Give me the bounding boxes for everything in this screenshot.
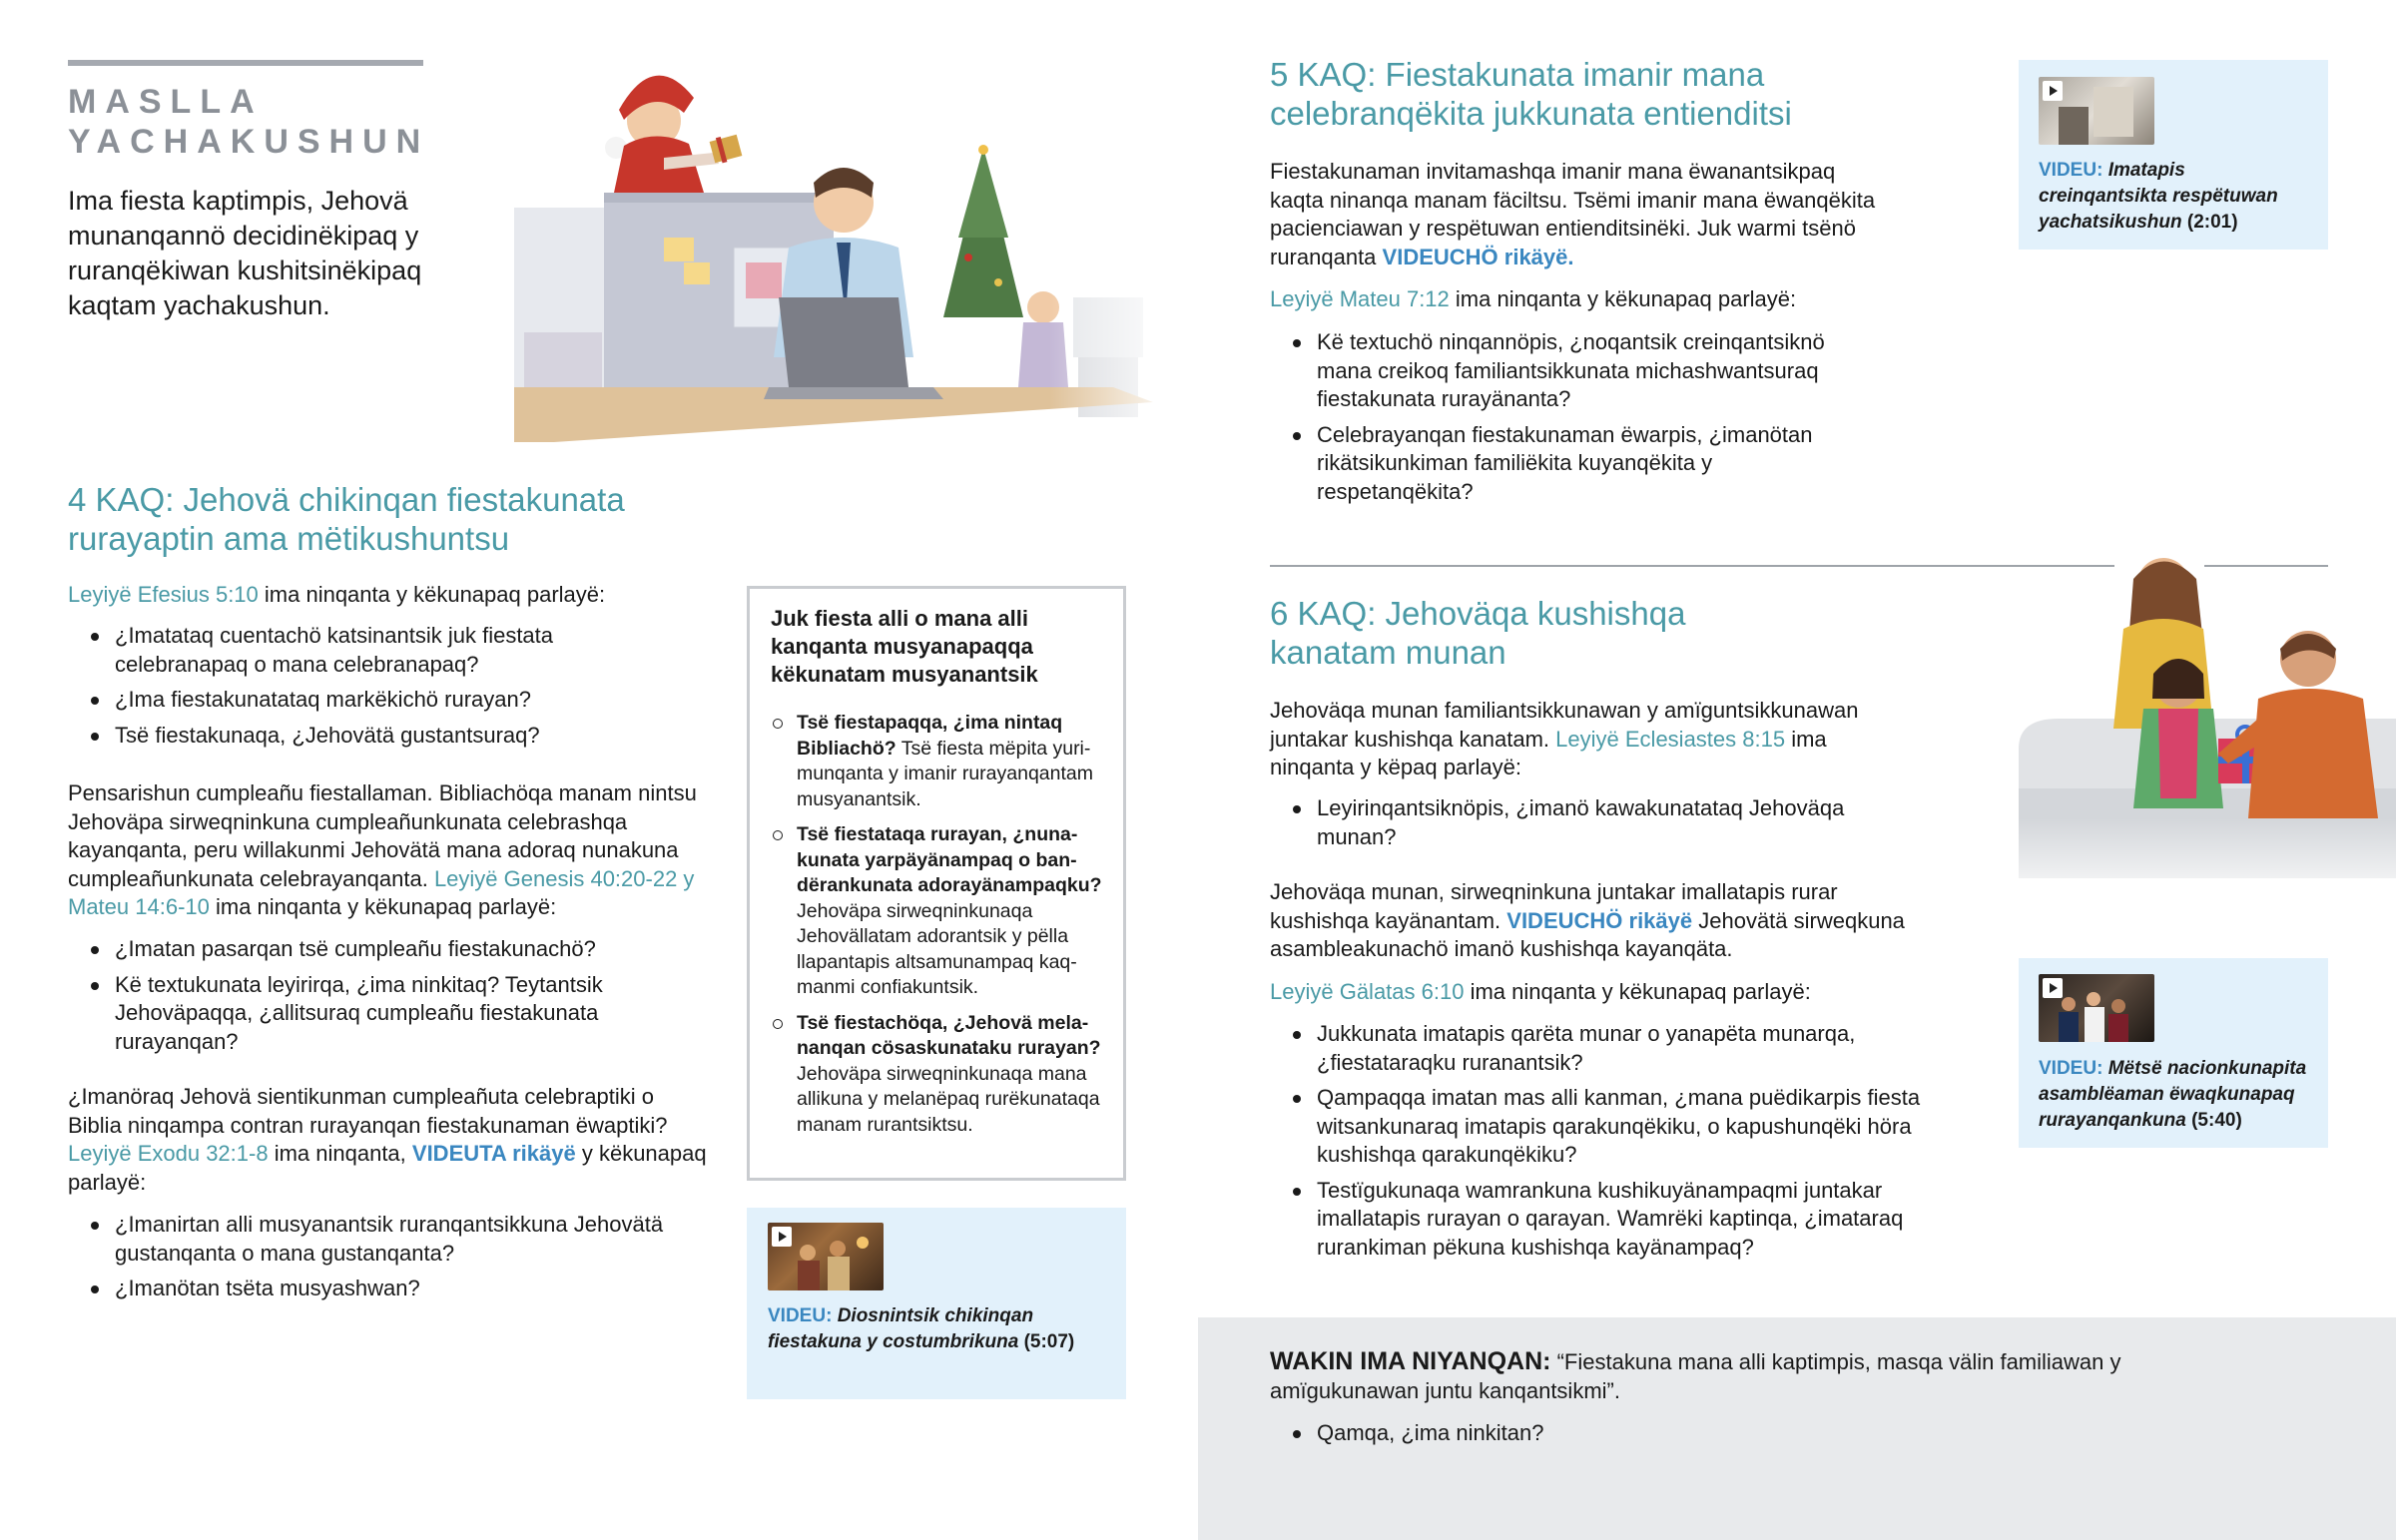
video-caption-1 xyxy=(768,1303,1107,1355)
section4-p1-ref[interactable]: Leyiyë Efesius 5:10 xyxy=(68,582,259,607)
video-caption-2 xyxy=(2039,158,2308,236)
box-item-question: Tsë fiestapaqqa, ¿ima nintaq Bibliachö? xyxy=(797,712,1063,760)
video-label: VIDEU: xyxy=(2039,1058,2103,1079)
section4-p3-mid: ima ninqanta, xyxy=(268,1141,412,1166)
section5-p2-rest: ima ninqanta y këkunapaq parlayë: xyxy=(1449,286,1797,311)
section4-p3-ref[interactable]: Leyiyë Exodu 32:1-8 xyxy=(68,1141,269,1166)
video-caption-3 xyxy=(2039,1056,2313,1134)
section5-p1-text: Fiestakunaman invitamashqa imanir mana ëwanantsikpaq kaqta ninanqa manam fäciltsu. Tsëmi imanir mana ëwanqëkita pacienciawan y respëtuwan entienditsinëki. Juk warmi tsënö ruranqanta xyxy=(1270,159,1876,269)
section6-p1-text: Jehoväqa munan familiantsikkunawan y amïguntsikkunawan juntakar kushishqa kanatam. xyxy=(1270,698,1859,752)
bottom-quote xyxy=(1270,1347,2248,1405)
list-item: ¿Imanötan tsëta musyashwan? xyxy=(68,1275,667,1303)
section6-bullets2 xyxy=(1270,1020,1949,1269)
info-box-list xyxy=(771,711,1110,1148)
play-icon[interactable] xyxy=(2043,81,2063,101)
section6-bullets1 xyxy=(1270,794,1859,858)
box-item-question: Tsë fiestataqa rurayan, ¿nunakunata yarpäyänampaq o bandërankunata adorayänampaqku? xyxy=(797,823,1102,896)
video-duration: (2:01) xyxy=(2186,212,2238,233)
section6-p2-rest: Jehovätä sirweqkuna asambleakunachö imanö kushishqa kayanqäta. xyxy=(1270,907,1905,961)
section5-heading: 5 KAQ: Fiestakunata imanir mana celebranqëkita jukkunata entienditsi xyxy=(1270,56,1792,132)
list-item: Kë textukunata leyirirqa, ¿ima ninkitaq? Teytantsik Jehoväpaqqa, ¿allitsuraq cumpleañu fiestakunata rurayanqan? xyxy=(68,971,667,1057)
list-item xyxy=(771,711,1110,812)
list-item: Celebrayanqan fiestakunaman ëwarpis, ¿imanötan rikätsikunkiman familiëkita kuyanqëkita y respetanqëkita? xyxy=(1270,421,1859,507)
play-icon[interactable] xyxy=(2043,978,2063,998)
section4-p2-rest: ima ninqanta y këkunapaq parlayë: xyxy=(209,894,557,919)
section6-p1-rest: ima ninqanta y këpaq parlayë: xyxy=(1270,726,1827,779)
section4-p1-rest: ima ninqanta y këkunapaq parlayë: xyxy=(258,582,606,607)
video-duration: (5:40) xyxy=(2191,1110,2242,1131)
list-item: Leyirinqantsiknöpis, ¿imanö kawakunatataq Jehoväqa munan? xyxy=(1270,794,1859,851)
section4-p3-text: ¿Imanöraq Jehovä sientikunman cumpleañuta celebraptiki o Biblia ninqampa contran rurayanqan fiestakunaman ëwaptiki? xyxy=(68,1084,668,1138)
list-item xyxy=(771,822,1110,1001)
info-box-title: Juk fiesta alli o mana alli kanqanta musyanapaqqa këkunatam musyanantsik xyxy=(771,606,1038,687)
section5-bullets xyxy=(1270,328,1859,513)
box-item-answer: Tsë fiesta mëpita yurimunqanta y imanir rurayanqantam musyanantsik. xyxy=(797,737,1093,810)
list-item: Testïgukunaqa wamrankuna kushikuyänampaqmi juntakar imallatapis rurayan o qarayan. Wamrëki kaptinqa, ¿imataraq rurankiman pëkuna kushishqa kayänampaq? xyxy=(1270,1177,1949,1263)
section4-p3-rest: y këkunapaq parlayë: xyxy=(68,1141,707,1195)
list-item: Qampaqqa imatan mas alli kanman, ¿mana puëdikarpis fiesta witsankunaraq imatapis qarakunqëkiku, o kapushunqëki höra kushishqa qarakunqëkiku? xyxy=(1270,1084,1949,1170)
intro-rule xyxy=(68,60,423,66)
section6-p3-ref[interactable]: Leyiyë Gälatas 6:10 xyxy=(1270,979,1465,1004)
video-label: VIDEU: xyxy=(768,1305,833,1326)
list-item: Qamqa, ¿ima ninkitan? xyxy=(1270,1419,1869,1448)
office-christmas-illustration xyxy=(514,58,1183,442)
family-gift-illustration xyxy=(2019,549,2396,908)
list-item: Kë textuchö ninqannöpis, ¿noqantsik creinqantsiknö mana creikoq familiantsikkunata michashwantsuraq fiestakunata rurayänanta? xyxy=(1270,328,1859,414)
section4-bullets1 xyxy=(68,622,667,757)
play-icon[interactable] xyxy=(772,1227,792,1247)
section4-p2-ref[interactable]: Leyiyë Genesis 40:20-22 y Mateu 14:6-10 xyxy=(68,865,695,919)
list-item: Jukkunata imatapis qarëta munar o yanapëta munarqa, ¿fiestataraqku ruranantsik? xyxy=(1270,1020,1949,1077)
section4-p3 xyxy=(68,1083,707,1197)
bottom-quote-text: “Fiestakuna mana alli kaptimpis, masqa välin familiawan y amïgukunawan juntu kanqantsikmi”. xyxy=(1270,1349,2121,1403)
intro-title-line1: MASLLA xyxy=(68,83,264,121)
list-item: ¿Ima fiestakunatataq markëkichö rurayan? xyxy=(68,686,667,715)
video-thumbnail-1[interactable] xyxy=(768,1223,884,1290)
box-item-question: Tsë fiestachöqa, ¿Jehovä melananqan cösaskunataku rurayan? xyxy=(797,1011,1101,1059)
list-item: ¿Imanirtan alli musyanantsik ruranqantsikkuna Jehovätä gustanqanta o mana gustanqanta? xyxy=(68,1211,667,1268)
bottom-bullets xyxy=(1270,1419,1869,1455)
section5-p1 xyxy=(1270,158,1889,271)
list-item: ¿Imatan pasarqan tsë cumpleañu fiestakunachö? xyxy=(68,935,667,964)
video-duration: (5:07) xyxy=(1023,1331,1075,1352)
box-item-answer: Jehoväpa sirweqninkunaqa Jehovällatam adorantsik y pëlla llapantapis altsamunampaq kaqmanmi confiakuntsik. xyxy=(797,899,1077,998)
section4-p2 xyxy=(68,779,707,922)
section5-p2-ref[interactable]: Leyiyë Mateu 7:12 xyxy=(1270,286,1450,311)
section4-bullets2 xyxy=(68,935,667,1063)
bottom-label: WAKIN IMA NIYANQAN: xyxy=(1270,1347,1551,1375)
section4-heading: 4 KAQ: Jehovä chikinqan fiestakunata rurayaptin ama mëtikushuntsu xyxy=(68,481,625,557)
video-thumbnail-2[interactable] xyxy=(2039,77,2154,145)
video-label: VIDEU: xyxy=(2039,160,2103,181)
list-item: Tsë fiestakunaqa, ¿Jehovätä gustantsuraq? xyxy=(68,722,667,751)
section6-p3-rest: ima ninqanta y këkunapaq parlayë: xyxy=(1464,979,1811,1004)
list-item xyxy=(771,1011,1110,1139)
video-thumbnail-3[interactable] xyxy=(2039,974,2154,1042)
intro-title xyxy=(68,82,447,162)
list-item: ¿Imatataq cuentachö katsinantsik juk fiestata celebranapaq o mana celebranapaq? xyxy=(68,622,667,679)
intro-title-line2: YACHAKUSHUN xyxy=(68,123,430,161)
section6-p1-ref[interactable]: Leyiyë Eclesiastes 8:15 xyxy=(1555,726,1786,752)
section6-p1 xyxy=(1270,697,1909,782)
section4-bullets3 xyxy=(68,1211,667,1310)
section6-video-link[interactable]: VIDEUCHÖ rikäyë xyxy=(1506,907,1693,933)
section6-p3 xyxy=(1270,978,1909,1007)
section5-p2 xyxy=(1270,285,1889,314)
video-title[interactable]: Diosnintsik chikinqan fiestakuna y costumbrikuna xyxy=(768,1305,1034,1352)
section4-video-link[interactable]: VIDEUTA rikäyë xyxy=(411,1141,576,1166)
video-title[interactable]: Imatapis creinqantsikta respëtuwan yachatsikushun xyxy=(2039,160,2278,233)
section4-p2-text: Pensarishun cumpleañu fiestallaman. Bibliachöqa manam nintsu Jehoväpa sirweqninkuna cumpleañunkunata celebrashqa kayanqanta, peru willakunmi Jehovätä mana adoraq nunakuna cumpleañunkunata celebrayanqanta. xyxy=(68,780,697,891)
box-item-answer: Jehoväpa sirweqninkunaqa mana allikuna y melanëpaq rurëkunataqa manam rurantsiktsu. xyxy=(797,1062,1100,1136)
intro-text: Ima fiesta kaptimpis, Jehovä munanqannö decidinëkipaq y ruranqëkiwan kushitsinëkipaq kaqtam yachakushun. xyxy=(68,186,422,320)
section4-p1 xyxy=(68,581,707,610)
section6-heading: 6 KAQ: Jehoväqa kushishqa kanatam munan xyxy=(1270,595,1686,671)
section-divider xyxy=(1270,565,2114,567)
video-title[interactable]: Mëtsë nacionkunapita asamblëaman ëwaqkunapaq rurayanqankuna xyxy=(2039,1058,2307,1131)
section6-p2 xyxy=(1270,878,1909,964)
section6-p2-text: Jehoväqa munan, sirweqninkuna juntakar imallatapis rurar kushishqa kayänantam. xyxy=(1270,879,1838,933)
section5-video-link[interactable]: VIDEUCHÖ rikäyë. xyxy=(1382,244,1574,269)
